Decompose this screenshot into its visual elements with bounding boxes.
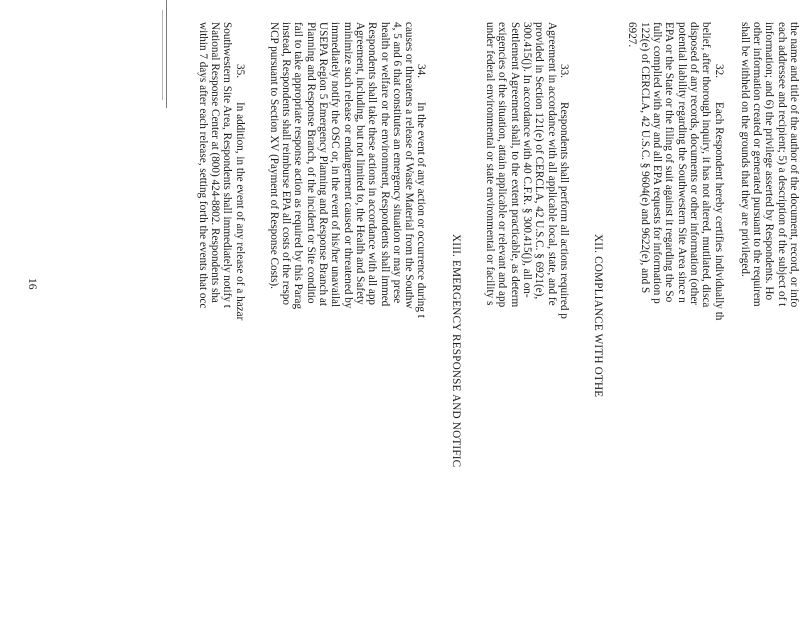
text-line: 4, 5 and 6 that constitutes an emergency situation or may prese	[390, 22, 403, 304]
text-line: potential liability regarding the Southwestern Site Area since n	[675, 22, 688, 303]
paragraph-34	[268, 22, 428, 618]
section-heading-xiii: XIII. EMERGENCY RESPONSE AND NOTIFIC	[449, 234, 462, 468]
text-line: EPA or the State or the filing of suit against it regarding the So	[663, 22, 676, 303]
text-line: Agreement in accordance with all applicable local, state, and fe	[545, 22, 558, 306]
text-line: the name and title of the author of the document, record, or info	[788, 22, 800, 308]
text-line: Settlement Agreement shall, to the extent practicable, as determ	[508, 22, 521, 308]
text-line: exigencies of the situation, attain applicable or relevant and app	[496, 22, 509, 308]
text-line: information; and 6) the privilege asserted by Respondents. Ho	[763, 22, 776, 301]
text-line: In addition, in the event of any release of a hazar	[233, 102, 246, 321]
text-line: shall be withheld on the grounds that they are privileged.	[738, 22, 751, 277]
paragraph-number: 32.	[712, 64, 725, 78]
text-line: Agreement, including, but not limited to, the Health and Safety	[353, 22, 366, 305]
text-line: 6927.	[626, 22, 639, 48]
text-line: under federal environmental or state environmental or facility s	[484, 22, 497, 306]
section-heading-xii: XII. COMPLIANCE WITH OTHE	[592, 234, 605, 398]
text-line: health or welfare or the environment, Respondents shall immed	[378, 22, 391, 307]
text-line: instead, Respondents shall reimburse EPA all costs of the respo	[280, 22, 293, 305]
paragraph-31-continuation	[739, 22, 800, 618]
paragraph-number: 34.	[415, 64, 428, 78]
text-line: Planning and Response Branch, of the incident or Site conditio	[304, 22, 317, 304]
text-line: belief, after thorough inquiry, it has not altered, mutilated, disca	[700, 22, 713, 308]
text-line: fail to take appropriate response action as required by this Parag	[292, 22, 305, 310]
rotated-page-content	[16, 8, 800, 608]
text-line: provided in Section 121(e) of CERCLA, 42 U.S.C. § 6921(e),	[533, 22, 546, 300]
text-line: NCP pursuant to Section XV (Payment of Response Costs).	[267, 22, 280, 289]
text-line: disposed of any records, documents or other information (other	[687, 22, 700, 306]
paragraph-35	[196, 22, 245, 618]
text-line: minimize such release or endangerment caused or threatened by	[341, 22, 354, 309]
text-line: Respondents shall perform all actions required p	[557, 102, 570, 319]
page-number: 16	[26, 278, 38, 290]
text-line: within 7 days after each release, setting forth the events that occ	[196, 22, 209, 309]
text-line: USEPA Region 5 Emergency Planning and Response Branch at	[317, 22, 330, 307]
text-line: 300.415(j). In accordance with 40 C.F.R. § 300.415(j), all on-	[520, 22, 533, 298]
paragraph-32	[626, 22, 724, 618]
paragraph-number: 35.	[233, 64, 246, 78]
text-line: fully complied with any and all EPA requests for information p	[651, 22, 664, 304]
text-line: In the event of any action or occurrence during t	[415, 102, 428, 318]
text-line: causes or threatens a release of Waste Material from the Southw	[403, 22, 416, 309]
text-line: other information created or generated pursuant to the requirem	[751, 22, 764, 307]
text-line: Each Respondent hereby certifies individually th	[712, 102, 725, 321]
text-line: each addressee and recipient; 5) a description of the subject of t	[775, 22, 788, 307]
page-body	[196, 22, 800, 618]
text-line: Southwestern Site Area, Respondents shall immediately notify t	[221, 22, 234, 308]
text-line: 122(e) of CERCLA, 42 U.S.C. § 9604(e) and 9622(e), and S	[638, 22, 651, 294]
text-line: Respondents shall take these actions in accordance with all app	[366, 22, 379, 306]
paragraph-33	[484, 22, 570, 618]
text-line: National Response Center at (800) 424-8802. Respondents sha	[209, 22, 222, 303]
paragraph-number: 33.	[557, 64, 570, 78]
text-line: immediately notify the OSC or, in the event of his/her unavailal	[329, 22, 342, 308]
